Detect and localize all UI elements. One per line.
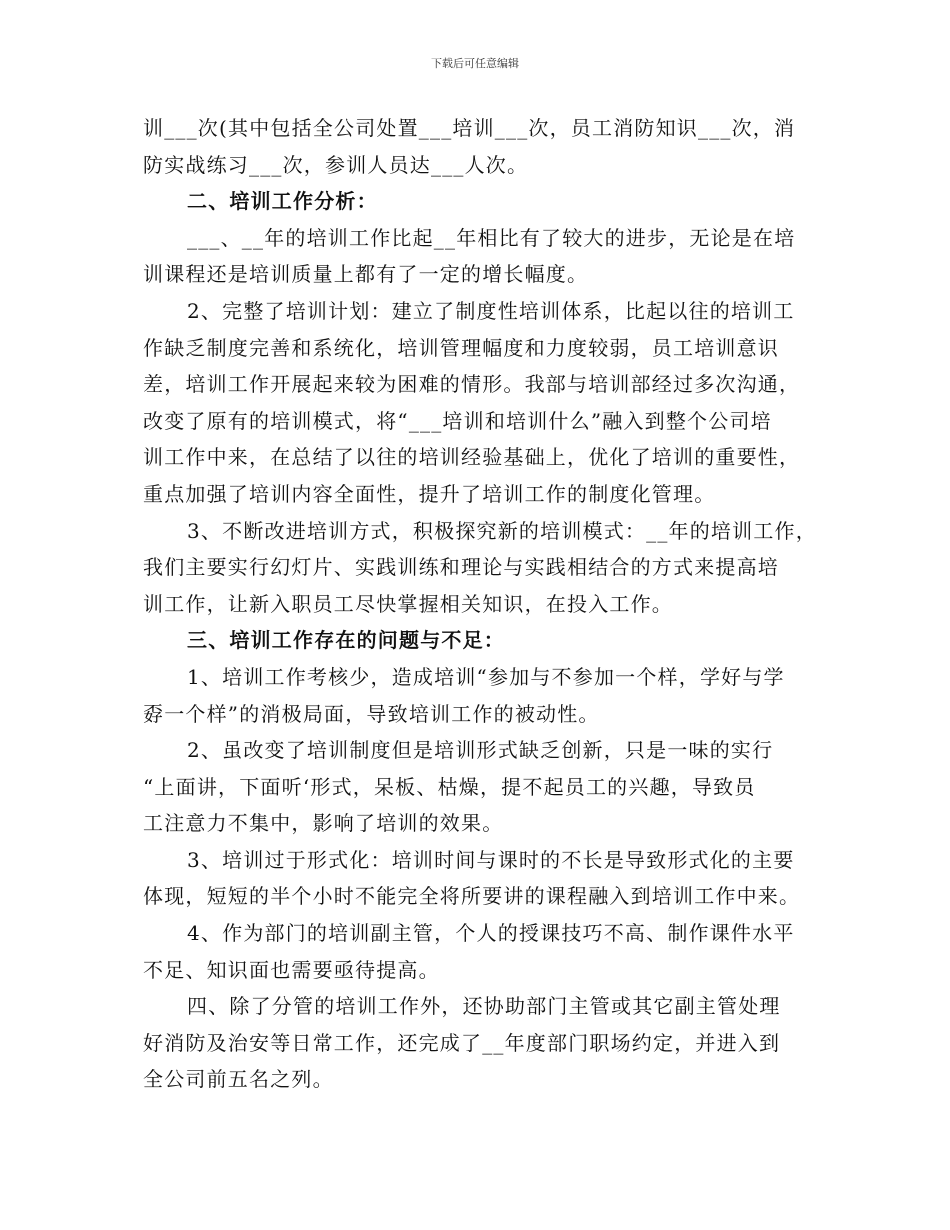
section-heading: 三、培训工作存在的问题与不足： — [187, 628, 505, 653]
paragraph-line: 不足、知识面也需要亟待提高。 — [143, 957, 440, 982]
paragraph-line: 训工作，让新入职员工尽快掌握相关知识，在投入工作。 — [143, 591, 673, 616]
paragraph-line: 孬一个样”的消极局面，导致培训工作的被动性。 — [143, 701, 600, 726]
paragraph-line: 好消防及治安等日常工作，还完成了__年度部门职场约定，并进入到 — [143, 1030, 781, 1055]
paragraph-line: 3、不断改进培训方式，积极探究新的培训模式：__年的培训工作， — [187, 518, 817, 543]
paragraph-line: 改变了原有的培训模式，将“___培训和培训什么”融入到整个公司培 — [143, 408, 772, 433]
paragraph-line: 训工作中来，在总结了以往的培训经验基础上，优化了培训的重要性， — [143, 445, 801, 470]
paragraph-line: 训课程还是培训质量上都有了一定的增长幅度。 — [143, 262, 589, 287]
paragraph-line: 我们主要实行幻灯片、实践训练和理论与实践相结合的方式来提高培 — [143, 555, 779, 580]
paragraph-line: 全公司前五名之列。 — [143, 1067, 334, 1092]
page-header: 下载后可任意编辑 — [431, 57, 519, 70]
paragraph-line: 差，培训工作开展起来较为困难的情形。我部与培训部经过多次沟通， — [143, 372, 801, 397]
paragraph-line: 训___次(其中包括全公司处置___培训___次，员工消防知识___次，消 — [143, 116, 796, 140]
paragraph-line: 体现，短短的半个小时不能完全将所要讲的课程融入到培训工作中来。 — [143, 884, 801, 909]
paragraph-line: 3、培训过于形式化：培训时间与课时的不长是导致形式化的主要 — [187, 847, 795, 872]
paragraph-line: 四、除了分管的培训工作外，还协助部门主管或其它副主管处理 — [187, 994, 781, 1019]
paragraph-line: 重点加强了培训内容全面性，提升了培训工作的制度化管理。 — [143, 481, 716, 506]
document-body — [143, 110, 815, 1098]
paragraph-line: 工注意力不集中，影响了培训的效果。 — [143, 811, 504, 836]
paragraph-line: ___、__年的培训工作比起__年相比有了较大的进步，无论是在培 — [187, 225, 796, 250]
paragraph-line: 2、完整了培训计划：建立了制度性培训体系，比起以往的培训工 — [187, 298, 795, 323]
section-heading: 二、培训工作分析： — [187, 189, 378, 214]
paragraph-line: 作缺乏制度完善和系统化，培训管理幅度和力度较弱，员工培训意识 — [143, 335, 779, 360]
paragraph-line: 2、虽改变了培训制度但是培训形式缺乏创新，只是一味的实行 — [187, 738, 774, 763]
paragraph-line: 4、作为部门的培训副主管，个人的授课技巧不高、制作课件水平 — [187, 921, 795, 946]
paragraph-line: 防实战练习___次，参训人员达___人次。 — [143, 152, 529, 177]
paragraph-line: 1、培训工作考核少，造成培训“参加与不参加一个样，学好与学 — [187, 664, 785, 689]
paragraph-line: “上面讲，下面听‘形式，呆板、枯燥，提不起员工的兴趣，导致员 — [143, 774, 756, 799]
